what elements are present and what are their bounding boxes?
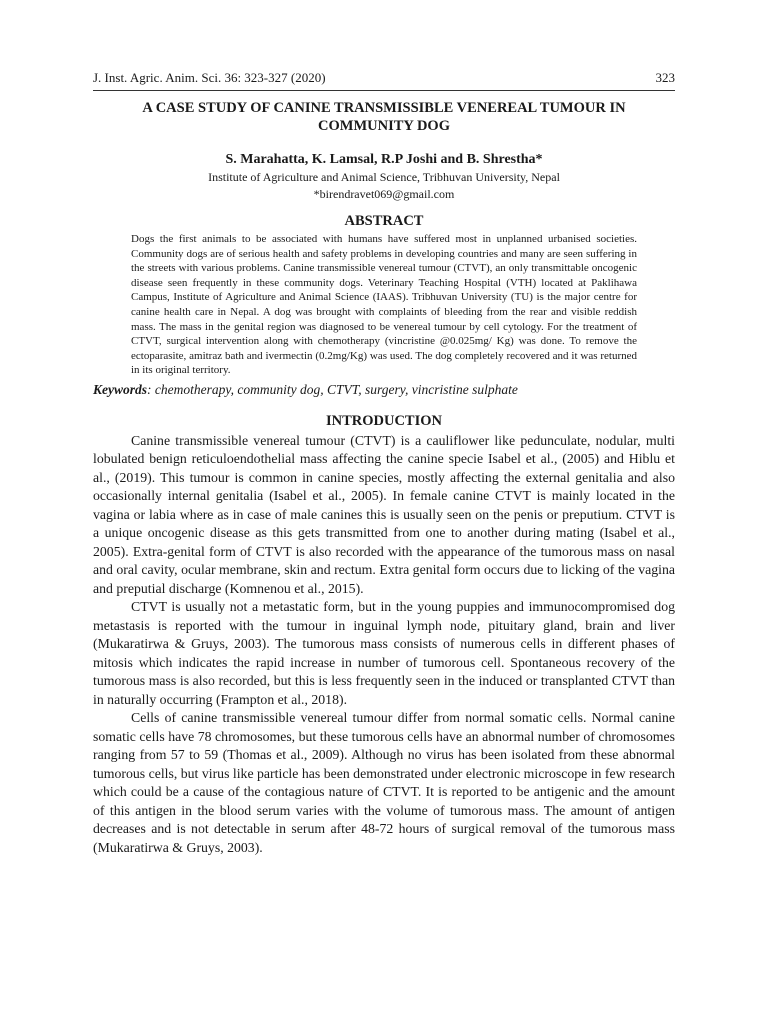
keywords-line (93, 381, 675, 398)
author-list: S. Marahatta, K. Lamsal, R.P Joshi and B. Shrestha* (225, 152, 543, 167)
keywords-label: Keywords (93, 381, 147, 397)
paragraph: CTVT is usually not a metastatic form, but in the young puppies and immunocompromised dog metastasis is reported with the tumour in inguinal lymph node, pituitary gland, brain and liver (Mukaratirwa & Gruys, 2003). The tumorous mass consists of numerous cells in different phases of mitosis which indicates the rapid increase in number of tumorous cell. Spontaneous recovery of the tumorous mass is also recorded, but this is less frequently seen in the induced or transplanted CTVT than in naturally occurring (Frampton et al., 2018). (93, 599, 675, 707)
keywords-list: : chemotherapy, community dog, CTVT, surgery, vincristine sulphate (147, 381, 518, 397)
corresponding-email: *birendravet069@gmail.com (313, 187, 455, 201)
introduction-heading: INTRODUCTION (325, 412, 442, 429)
running-header (93, 70, 675, 91)
paragraph: Cells of canine transmissible venereal tumour differ from normal somatic cells. Normal canine somatic cells have 78 chromosomes, but these tumorous cells have an abnormal number of chromosomes ranging from 57 to 59 (Thomas et al., 2009). Although no virus has been isolated from these abnormal tumorous cells, but virus like particle has been demonstrated under electronic microscope in few research which could be a cause of the contagious nature of CTVT. It is reported to be antigenic and the amount of this antigen in the blood serum varies with the volume of tumorous mass. The amount of antigen decreases and is not detectable in serum after 48-72 hours of surgical removal of the tumorous mass (Mukaratirwa & Gruys, 2003). (93, 710, 675, 855)
introduction-body (93, 432, 675, 858)
journal-citation: J. Inst. Agric. Anim. Sci. 36: 323-327 (2020) (93, 70, 326, 85)
page-number: 323 (655, 70, 675, 85)
paper-title: A CASE STUDY OF CANINE TRANSMISSIBLE VENEREAL TUMOUR IN COMMUNITY DOG (142, 100, 626, 134)
abstract-text: Dogs the first animals to be associated with humans have suffered most in unplanned urbanised societies. Community dogs are of serious health and safety problems in developing countries and many are seen suffering in the streets with various problems. Canine transmissible venereal tumour (CTVT), an only transmittable oncogenic disease seen frequently in these community dogs. Veterinary Teaching Hospital (VTH) located at Paklihawa Campus, Institute of Agriculture and Animal Science (IAAS). Tribhuvan University (TU) is the major centre for canine health care in Nepal. A dog was brought with complaints of bleeding from the rear and visible reddish mass. The mass in the genital region was diagnosed to be venereal tumour by cell cytology. For the treatment of CTVT, surgical intervention along with chemotherapy (vincristine @0.025mg/ Kg) was done. To remove the ectoparasite, amitraz bath and ivermectin (0.2mg/Kg) was used. The dog completely recovered and it was returned in its original territory. (131, 233, 637, 377)
paragraph: Canine transmissible venereal tumour (CTVT) is a cauliflower like pedunculate, nodular, multi lobulated benign reticuloendothelial mass affecting the canine specie Isabel et al., (2005) and Hiblu et al., (2019). This tumour is common in canine species, mostly affecting the external genitalia and also occasionally internal genitalia (Isabel et al., 2005). In female canine CTVT is mainly located in the vagina or labia where as in case of male canines this is usually seen on the penis or preputium. CTVT is a unique oncogenic disease as this gets transmitted from one to another during mating (Isabel et al., 2005). Extra-genital form of CTVT is also recorded with the appearance of the tumorous mass on nasal and oral cavity, ocular membrane, skin and rectum. Extra genital form occurs due to licking of the vagina and preputial discharge (Komnenou et al., 2015). (93, 432, 675, 596)
abstract-heading: ABSTRACT (344, 213, 424, 229)
affiliation: Institute of Agriculture and Animal Science, Tribhuvan University, Nepal (208, 170, 560, 184)
